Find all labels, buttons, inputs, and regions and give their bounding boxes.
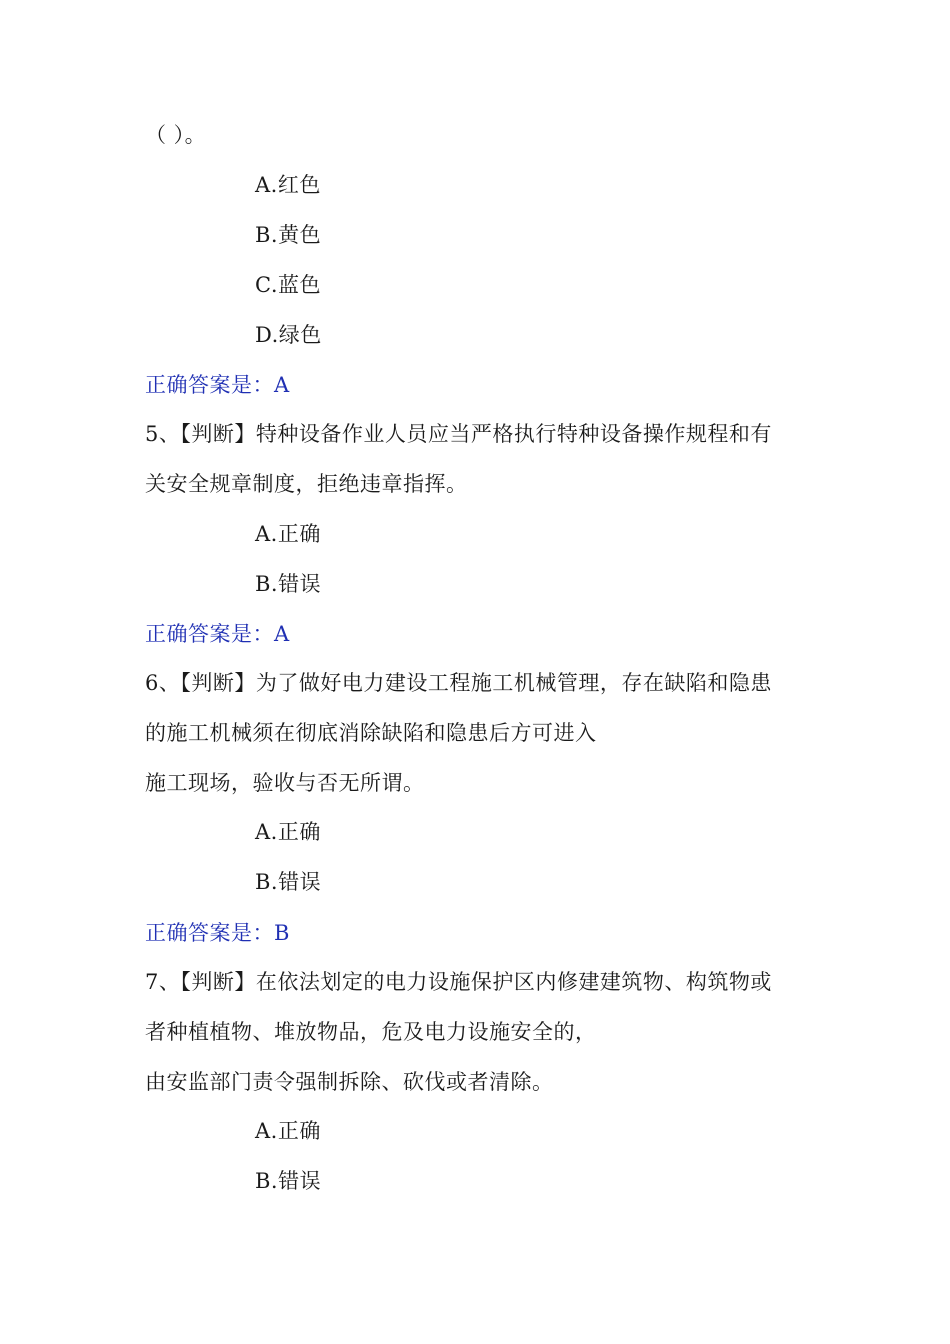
q4-option-d: D.绿色 — [255, 323, 322, 347]
q4-option-b: B.黄色 — [255, 223, 322, 247]
q5-answer: 正确答案是：A — [145, 622, 290, 646]
q5-text-line1: 5、【判断】特种设备作业人员应当严格执行特种设备操作规程和有 — [145, 422, 772, 446]
q7-text-line3: 由安监部门责令强制拆除、砍伐或者清除。 — [145, 1070, 554, 1094]
q7-text-line1: 7、【判断】在依法划定的电力设施保护区内修建建筑物、构筑物或 — [145, 970, 772, 994]
q4-tail: （ ）。 — [145, 123, 207, 147]
q6-answer: 正确答案是：B — [145, 921, 290, 945]
q6-option-a: A.正确 — [255, 820, 321, 844]
q6-text-line1: 6、【判断】为了做好电力建设工程施工机械管理，存在缺陷和隐患 — [145, 671, 772, 695]
q6-text-line2: 的施工机械须在彻底消除缺陷和隐患后方可进入 — [145, 721, 597, 745]
q6-text-line3: 施工现场，验收与否无所谓。 — [145, 771, 425, 795]
q6-option-b: B.错误 — [255, 870, 322, 894]
q4-option-a: A.红色 — [255, 173, 321, 197]
q7-text-line2: 者种植植物、堆放物品，危及电力设施安全的， — [145, 1020, 597, 1044]
q5-option-a: A.正确 — [255, 522, 321, 546]
q7-option-b: B.错误 — [255, 1169, 322, 1193]
q4-answer: 正确答案是：A — [145, 373, 290, 397]
q5-option-b: B.错误 — [255, 572, 322, 596]
q7-option-a: A.正确 — [255, 1119, 321, 1143]
q4-option-c: C.蓝色 — [255, 273, 321, 297]
q5-text-line2: 关安全规章制度，拒绝违章指挥。 — [145, 472, 468, 496]
